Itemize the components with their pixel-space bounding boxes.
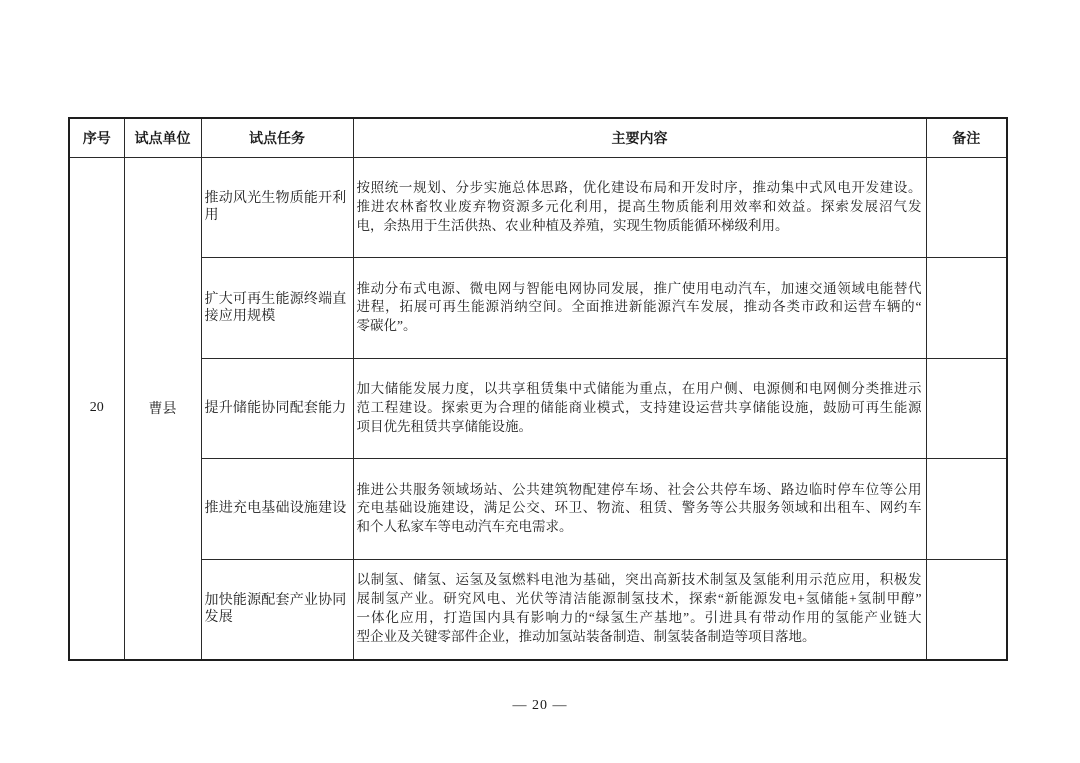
task-cell (201, 157, 353, 258)
task-line: 推进充电基础设施建设 (204, 501, 347, 517)
table-row (69, 559, 1007, 660)
header-task: 试点任务 (201, 118, 353, 157)
task-cell (201, 559, 353, 660)
content-line: 按照统一规划、分步实施总体思路，优化建设布局和开发时序，推动集中式风电开发建设。 (356, 180, 922, 196)
header-index: 序号 (69, 118, 124, 157)
content-line: 项目优先租赁共享储能设施。 (356, 418, 532, 434)
unit-cell: 曹县 (124, 157, 201, 660)
pilot-task-table (68, 117, 1008, 661)
header-unit: 试点单位 (124, 118, 201, 157)
task-line: 发展 (204, 610, 233, 625)
content-line: 推进公共服务领域场站、公共建筑物配建停车场、社会公共停车场、路边临时停车位等公用 (356, 481, 922, 497)
content-line: 一体化应用，打造国内具有影响力的“绿氢生产基地”。引进具有带动作用的氢能产业链大 (356, 610, 922, 625)
content-line: 和个人私家车等电动汽车充电需求。 (356, 519, 573, 535)
content-line: 加大储能发展力度，以共享租赁集中式储能为重点，在用户侧、电源侧和电网侧分类推进示 (356, 381, 922, 397)
content-line: 充电基础设施建设，满足公交、环卫、物流、租赁、警务等公共服务领域和出租车、网约车 (356, 500, 922, 516)
remark-cell (926, 358, 1007, 459)
task-line: 接应用规模 (204, 308, 276, 324)
table-row (69, 358, 1007, 459)
remark-cell (926, 258, 1007, 359)
content-cell (353, 459, 926, 560)
content-cell (353, 258, 926, 359)
content-line: 范工程建设。探索更为合理的储能商业模式，支持建设运营共享储能设施，鼓励可再生能源 (356, 399, 922, 415)
content-line: 展制氢产业。研究风电、光伏等清洁能源制氢技术，探索“新能源发电+氢储能+氢制甲醇” (356, 591, 922, 607)
header-content: 主要内容 (353, 118, 926, 157)
content-cell (353, 157, 926, 258)
remark-cell (926, 157, 1007, 258)
table-header-row (69, 118, 1007, 157)
task-line: 提升储能协同配套能力 (204, 400, 347, 416)
task-cell (201, 358, 353, 459)
content-line: 电，余热用于生活供热、农业种植及养殖，实现生物质能循环梯级利用。 (356, 217, 789, 233)
table-row (69, 258, 1007, 359)
table-body (69, 157, 1007, 660)
content-line: 推进农林畜牧业废弃物资源多元化利用，提高生物质能利用效率和效益。探索发展沼气发 (356, 198, 922, 214)
content-line: 进程，拓展可再生能源消纳空间。全面推进新能源汽车发展，推动各类市政和运营车辆的“ (356, 299, 922, 315)
content-cell (353, 358, 926, 459)
remark-cell (926, 559, 1007, 660)
content-line: 零碳化”。 (356, 318, 417, 334)
table-row (69, 157, 1007, 258)
task-line: 用 (204, 208, 219, 224)
remark-cell (926, 459, 1007, 560)
page-number: — 20 — (512, 698, 568, 713)
table-row (69, 459, 1007, 560)
header-remark: 备注 (926, 118, 1007, 157)
task-line: 扩大可再生能源终端直 (204, 291, 347, 307)
content-line: 推动分布式电源、微电网与智能电网协同发展，推广使用电动汽车，加速交通领域电能替代 (356, 280, 922, 296)
content-line: 以制氢、储氢、运氢及氢燃料电池为基础，突出高新技术制氢及氢能利用示范应用，积极发 (356, 572, 922, 588)
content-line: 型企业及关键零部件企业，推动加氢站装备制造、制氢装备制造等项目落地。 (356, 628, 816, 644)
task-line: 加快能源配套产业协同 (204, 593, 347, 608)
content-cell (353, 559, 926, 660)
task-line: 推动风光生物质能开利 (204, 191, 347, 207)
index-cell: 20 (69, 157, 124, 660)
task-cell (201, 258, 353, 359)
task-cell (201, 459, 353, 560)
